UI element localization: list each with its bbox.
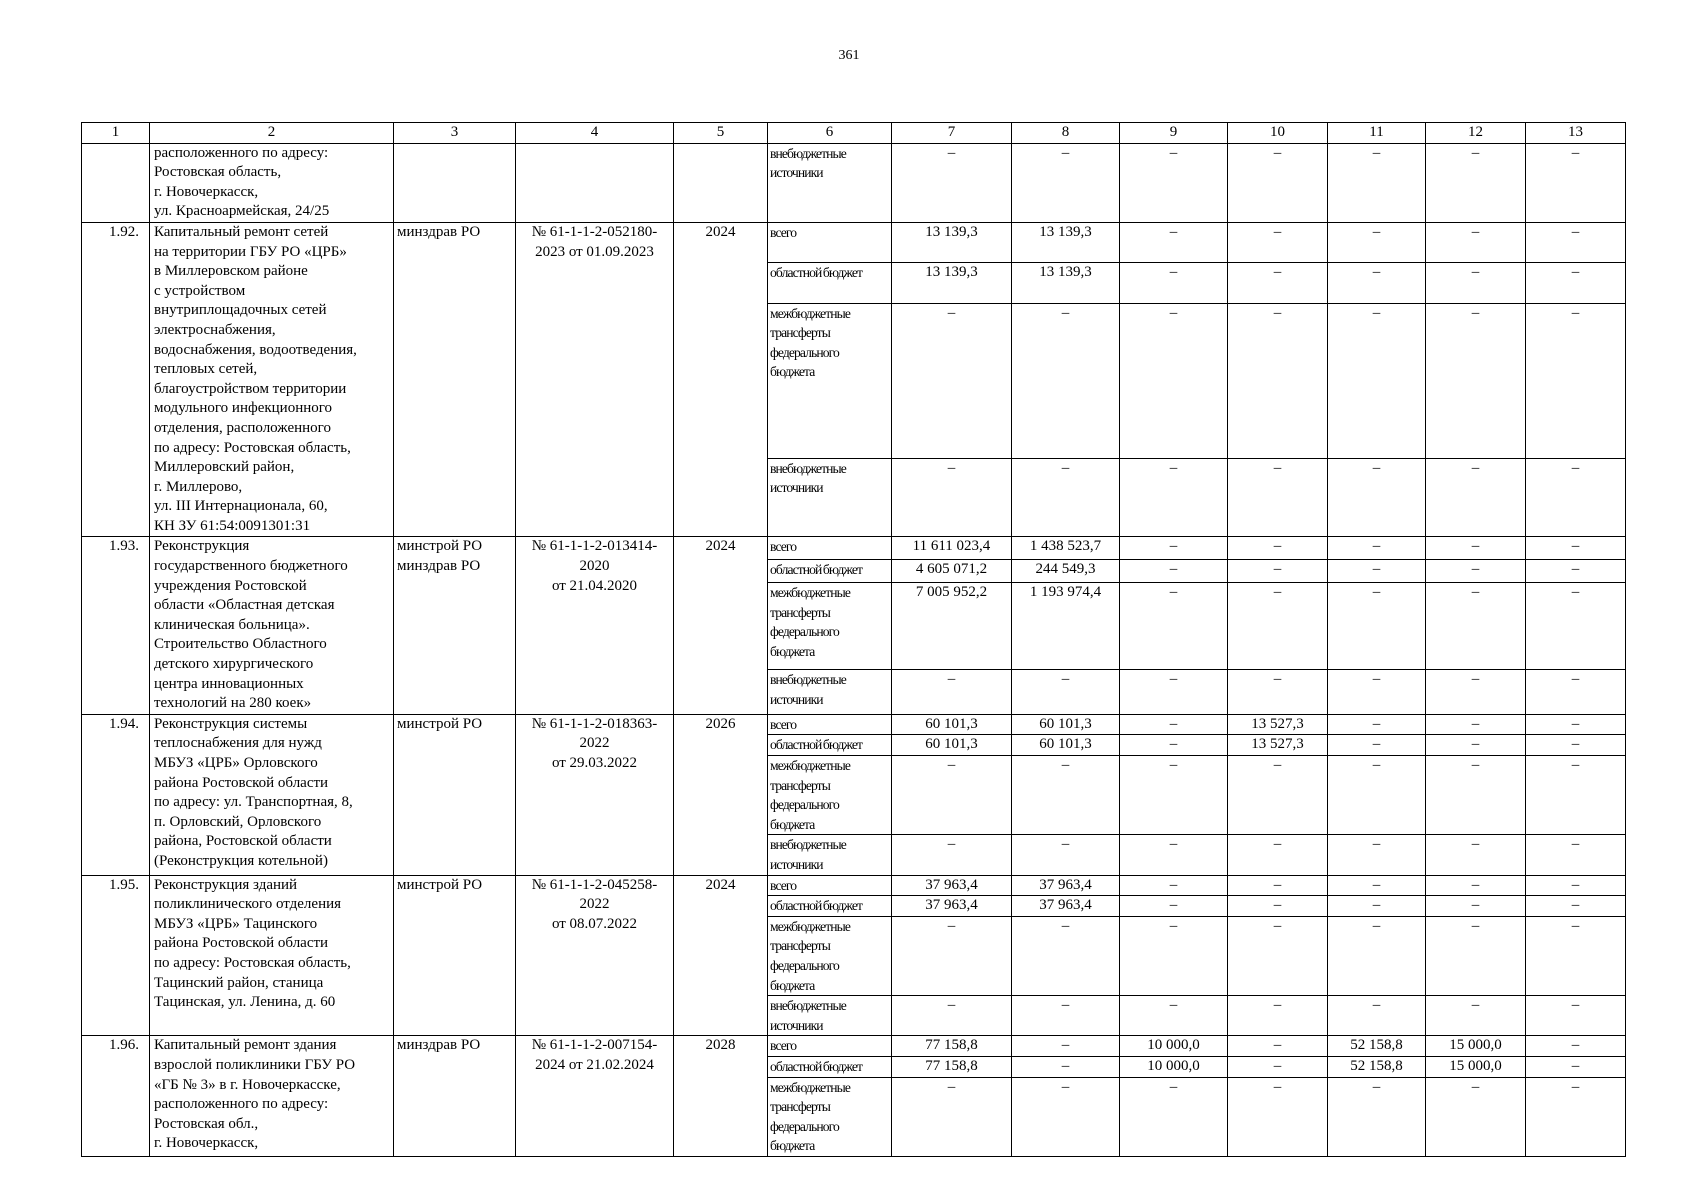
amount-cell: – — [1012, 670, 1120, 714]
amount-cell: – — [892, 996, 1012, 1036]
amount-cell: – — [1426, 303, 1526, 458]
amount-cell: 13 139,3 — [1012, 263, 1120, 303]
column-number-header: 9 — [1120, 123, 1228, 144]
amount-cell: – — [1526, 222, 1626, 262]
amount-cell: – — [1426, 735, 1526, 756]
amount-cell: 13 527,3 — [1228, 735, 1328, 756]
funding-source-label: областной бюджет — [768, 1056, 892, 1077]
amount-cell: 244 549,3 — [1012, 560, 1120, 583]
amount-cell: – — [1328, 735, 1426, 756]
amount-cell: – — [1012, 458, 1120, 537]
amount-cell: – — [1228, 560, 1328, 583]
amount-cell: – — [1526, 1036, 1626, 1057]
amount-cell: 60 101,3 — [892, 714, 1012, 735]
amount-cell: – — [1228, 537, 1328, 560]
amount-cell: 15 000,0 — [1426, 1056, 1526, 1077]
funding-source-label: областной бюджет — [768, 263, 892, 303]
document-cell: № 61-1-1-2-013414- 2020 от 21.04.2020 — [516, 537, 674, 714]
amount-cell: – — [1228, 756, 1328, 835]
document-cell: № 61-1-1-2-018363- 2022 от 29.03.2022 — [516, 714, 674, 875]
project-name-cell: Реконструкция системы теплоснабжения для нужд МБУЗ «ЦРБ» Орловского района Ростовской области по адресу: ул. Транспортная, 8, п. Орловский, Орловского района, Ростовской области (Реконструкция котельной) — [150, 714, 394, 875]
amount-cell: – — [1328, 896, 1426, 917]
amount-cell: – — [1120, 896, 1228, 917]
funding-row — [82, 875, 1626, 896]
amount-cell: – — [1120, 263, 1228, 303]
amount-cell: 37 963,4 — [1012, 875, 1120, 896]
amount-cell: – — [1526, 916, 1626, 995]
amount-cell: – — [1526, 896, 1626, 917]
amount-cell: – — [1012, 1036, 1120, 1057]
amount-cell: – — [1426, 537, 1526, 560]
amount-cell: – — [1228, 1077, 1328, 1156]
amount-cell: 13 139,3 — [892, 263, 1012, 303]
amount-cell: – — [1526, 875, 1626, 896]
amount-cell: – — [1228, 670, 1328, 714]
amount-cell: – — [1526, 263, 1626, 303]
amount-cell: – — [1120, 835, 1228, 875]
funding-source-label: внебюджетные источники — [768, 996, 892, 1036]
amount-cell: – — [1012, 1077, 1120, 1156]
amount-cell: – — [1328, 222, 1426, 262]
amount-cell: – — [1328, 756, 1426, 835]
funding-source-label: внебюджетные источники — [768, 458, 892, 537]
amount-cell: – — [1526, 458, 1626, 537]
amount-cell: – — [1526, 1056, 1626, 1077]
amount-cell: 11 611 023,4 — [892, 537, 1012, 560]
amount-cell: – — [1228, 222, 1328, 262]
amount-cell: – — [1426, 916, 1526, 995]
amount-cell: – — [1120, 303, 1228, 458]
amount-cell: – — [1526, 582, 1626, 670]
amount-cell: – — [1120, 756, 1228, 835]
project-number-cell: 1.95. — [82, 875, 150, 1036]
amount-cell: – — [1328, 143, 1426, 222]
amount-cell: – — [892, 670, 1012, 714]
year-cell — [674, 143, 768, 222]
amount-cell: – — [1228, 263, 1328, 303]
funding-source-label: всего — [768, 1036, 892, 1057]
amount-cell: – — [1526, 735, 1626, 756]
customer-cell — [394, 143, 516, 222]
amount-cell: – — [1426, 263, 1526, 303]
amount-cell: – — [892, 916, 1012, 995]
funding-source-label: внебюджетные источники — [768, 670, 892, 714]
customer-cell: минстрой РО — [394, 714, 516, 875]
amount-cell: – — [1328, 835, 1426, 875]
project-name-cell: расположенного по адресу: Ростовская область, г. Новочеркасск, ул. Красноармейская, 24/25 — [150, 143, 394, 222]
funding-source-label: всего — [768, 875, 892, 896]
amount-cell: – — [1120, 143, 1228, 222]
amount-cell: 77 158,8 — [892, 1036, 1012, 1057]
funding-source-label: областной бюджет — [768, 896, 892, 917]
amount-cell: – — [1328, 303, 1426, 458]
column-number-header: 2 — [150, 123, 394, 144]
amount-cell: – — [1120, 735, 1228, 756]
document-cell: № 61-1-1-2-052180- 2023 от 01.09.2023 — [516, 222, 674, 537]
amount-cell: – — [1526, 835, 1626, 875]
year-cell: 2028 — [674, 1036, 768, 1157]
amount-cell: – — [1012, 835, 1120, 875]
page-number: 361 — [838, 48, 860, 63]
amount-cell: 1 438 523,7 — [1012, 537, 1120, 560]
amount-cell: 37 963,4 — [1012, 896, 1120, 917]
funding-row — [82, 1036, 1626, 1057]
funding-source-label: всего — [768, 714, 892, 735]
project-name-cell: Капитальный ремонт здания взрослой поликлиники ГБУ РО «ГБ № 3» в г. Новочеркасске, расположенного по адресу: Ростовская обл., г. Новочеркасск, — [150, 1036, 394, 1157]
amount-cell: – — [1426, 582, 1526, 670]
year-cell: 2024 — [674, 222, 768, 537]
project-number-cell — [82, 143, 150, 222]
amount-cell: – — [1426, 875, 1526, 896]
funding-row — [82, 537, 1626, 560]
amount-cell: – — [1228, 143, 1328, 222]
amount-cell: – — [1426, 560, 1526, 583]
customer-cell: минстрой РО — [394, 875, 516, 1036]
amount-cell: – — [1426, 896, 1526, 917]
amount-cell: – — [1228, 916, 1328, 995]
amount-cell: 7 005 952,2 — [892, 582, 1012, 670]
project-name-cell: Реконструкция государственного бюджетного учреждения Ростовской области «Областная детская клиническая больница». Строительство Областного детского хирургического центра инновационных технологий на 280 коек» — [150, 537, 394, 714]
column-number-header: 8 — [1012, 123, 1120, 144]
amount-cell: 37 963,4 — [892, 896, 1012, 917]
amount-cell: – — [1228, 1036, 1328, 1057]
funding-source-label: всего — [768, 222, 892, 262]
funding-row — [82, 222, 1626, 262]
amount-cell: – — [1228, 996, 1328, 1036]
amount-cell: – — [1120, 582, 1228, 670]
year-cell: 2026 — [674, 714, 768, 875]
amount-cell: – — [1328, 916, 1426, 995]
amount-cell: – — [1328, 582, 1426, 670]
project-name-cell: Капитальный ремонт сетей на территории ГБУ РО «ЦРБ» в Миллеровском районе с устройством внутриплощадочных сетей электроснабжения, водоснабжения, водоотведения, тепловых сетей, благоустройством территории модульного инфекционного отделения, расположенного по адресу: Ростовская область, Миллеровский район, г. Миллерово, ул. III Интернационала, 60, КН ЗУ 61:54:0091301:31 — [150, 222, 394, 537]
amount-cell: – — [1328, 875, 1426, 896]
amount-cell: 77 158,8 — [892, 1056, 1012, 1077]
amount-cell: 60 101,3 — [892, 735, 1012, 756]
column-number-header: 5 — [674, 123, 768, 144]
amount-cell: – — [1426, 670, 1526, 714]
column-number-header: 4 — [516, 123, 674, 144]
customer-cell: минстрой РО минздрав РО — [394, 537, 516, 714]
funding-source-label: межбюджетные трансферты федерального бюджета — [768, 756, 892, 835]
project-number-cell: 1.94. — [82, 714, 150, 875]
amount-cell: – — [1120, 222, 1228, 262]
funding-source-label: всего — [768, 537, 892, 560]
amount-cell: – — [1228, 303, 1328, 458]
project-number-cell: 1.93. — [82, 537, 150, 714]
amount-cell: – — [892, 303, 1012, 458]
amount-cell: – — [1120, 1077, 1228, 1156]
amount-cell: – — [892, 835, 1012, 875]
funding-source-label: межбюджетные трансферты федерального бюджета — [768, 916, 892, 995]
amount-cell: – — [1120, 458, 1228, 537]
funding-source-label: межбюджетные трансферты федерального бюджета — [768, 1077, 892, 1156]
amount-cell: – — [1526, 756, 1626, 835]
year-cell: 2024 — [674, 537, 768, 714]
amount-cell: – — [1526, 303, 1626, 458]
amount-cell: – — [1526, 537, 1626, 560]
project-number-cell: 1.96. — [82, 1036, 150, 1157]
amount-cell: 37 963,4 — [892, 875, 1012, 896]
amount-cell: – — [892, 143, 1012, 222]
amount-cell: – — [1526, 143, 1626, 222]
amount-cell: – — [1328, 670, 1426, 714]
amount-cell: – — [1120, 875, 1228, 896]
amount-cell: 4 605 071,2 — [892, 560, 1012, 583]
amount-cell: – — [1120, 714, 1228, 735]
amount-cell: – — [1426, 835, 1526, 875]
funding-source-label: внебюджетные источники — [768, 835, 892, 875]
amount-cell: – — [1426, 143, 1526, 222]
amount-cell: – — [892, 458, 1012, 537]
amount-cell: – — [1012, 303, 1120, 458]
column-number-header: 6 — [768, 123, 892, 144]
amount-cell: – — [1426, 756, 1526, 835]
amount-cell: – — [1012, 996, 1120, 1036]
funding-source-label: межбюджетные трансферты федерального бюджета — [768, 303, 892, 458]
amount-cell: – — [1328, 714, 1426, 735]
document-cell: № 61-1-1-2-007154- 2024 от 21.02.2024 — [516, 1036, 674, 1157]
column-number-header-row — [82, 123, 1626, 144]
amount-cell: 15 000,0 — [1426, 1036, 1526, 1057]
column-number-header: 10 — [1228, 123, 1328, 144]
amount-cell: 60 101,3 — [1012, 714, 1120, 735]
amount-cell: 13 139,3 — [1012, 222, 1120, 262]
amount-cell: – — [892, 1077, 1012, 1156]
funding-source-label: межбюджетные трансферты федерального бюджета — [768, 582, 892, 670]
amount-cell: – — [1012, 1056, 1120, 1077]
document-cell — [516, 143, 674, 222]
amount-cell: 52 158,8 — [1328, 1036, 1426, 1057]
amount-cell: 1 193 974,4 — [1012, 582, 1120, 670]
column-number-header: 11 — [1328, 123, 1426, 144]
column-number-header: 1 — [82, 123, 150, 144]
column-number-header: 12 — [1426, 123, 1526, 144]
amount-cell: – — [1526, 1077, 1626, 1156]
amount-cell: – — [1228, 582, 1328, 670]
funding-source-label: областной бюджет — [768, 560, 892, 583]
year-cell: 2024 — [674, 875, 768, 1036]
amount-cell: – — [1328, 560, 1426, 583]
customer-cell: минздрав РО — [394, 1036, 516, 1157]
amount-cell: 52 158,8 — [1328, 1056, 1426, 1077]
amount-cell: – — [1120, 537, 1228, 560]
amount-cell: – — [1526, 670, 1626, 714]
amount-cell: – — [892, 756, 1012, 835]
amount-cell: – — [1526, 996, 1626, 1036]
document-cell: № 61-1-1-2-045258- 2022 от 08.07.2022 — [516, 875, 674, 1036]
project-number-cell: 1.92. — [82, 222, 150, 537]
funding-source-label: областной бюджет — [768, 735, 892, 756]
continuation-row — [82, 143, 1626, 222]
amount-cell: – — [1120, 996, 1228, 1036]
amount-cell: – — [1426, 714, 1526, 735]
amount-cell: – — [1426, 222, 1526, 262]
funding-source-label: внебюджетные источники — [768, 143, 892, 222]
column-number-header: 13 — [1526, 123, 1626, 144]
amount-cell: – — [1228, 875, 1328, 896]
amount-cell: – — [1120, 916, 1228, 995]
customer-cell: минздрав РО — [394, 222, 516, 537]
funding-row — [82, 714, 1626, 735]
amount-cell: – — [1012, 143, 1120, 222]
amount-cell: – — [1426, 458, 1526, 537]
amount-cell: – — [1120, 670, 1228, 714]
column-number-header: 7 — [892, 123, 1012, 144]
amount-cell: – — [1328, 458, 1426, 537]
budget-table — [81, 122, 1626, 1157]
column-number-header: 3 — [394, 123, 516, 144]
amount-cell: – — [1426, 996, 1526, 1036]
amount-cell: 13 527,3 — [1228, 714, 1328, 735]
project-name-cell: Реконструкция зданий поликлинического отделения МБУЗ «ЦРБ» Тацинского района Ростовской области по адресу: Ростовская область, Тацинский район, станица Тацинская, ул. Ленина, д. 60 — [150, 875, 394, 1036]
amount-cell: – — [1120, 560, 1228, 583]
amount-cell: 60 101,3 — [1012, 735, 1120, 756]
amount-cell: – — [1012, 916, 1120, 995]
amount-cell: 10 000,0 — [1120, 1056, 1228, 1077]
amount-cell: – — [1228, 458, 1328, 537]
amount-cell: – — [1526, 714, 1626, 735]
amount-cell: 10 000,0 — [1120, 1036, 1228, 1057]
amount-cell: – — [1228, 896, 1328, 917]
amount-cell: – — [1328, 996, 1426, 1036]
amount-cell: – — [1228, 1056, 1328, 1077]
amount-cell: – — [1228, 835, 1328, 875]
amount-cell: – — [1526, 560, 1626, 583]
amount-cell: – — [1328, 263, 1426, 303]
amount-cell: 13 139,3 — [892, 222, 1012, 262]
amount-cell: – — [1426, 1077, 1526, 1156]
amount-cell: – — [1328, 1077, 1426, 1156]
amount-cell: – — [1012, 756, 1120, 835]
amount-cell: – — [1328, 537, 1426, 560]
